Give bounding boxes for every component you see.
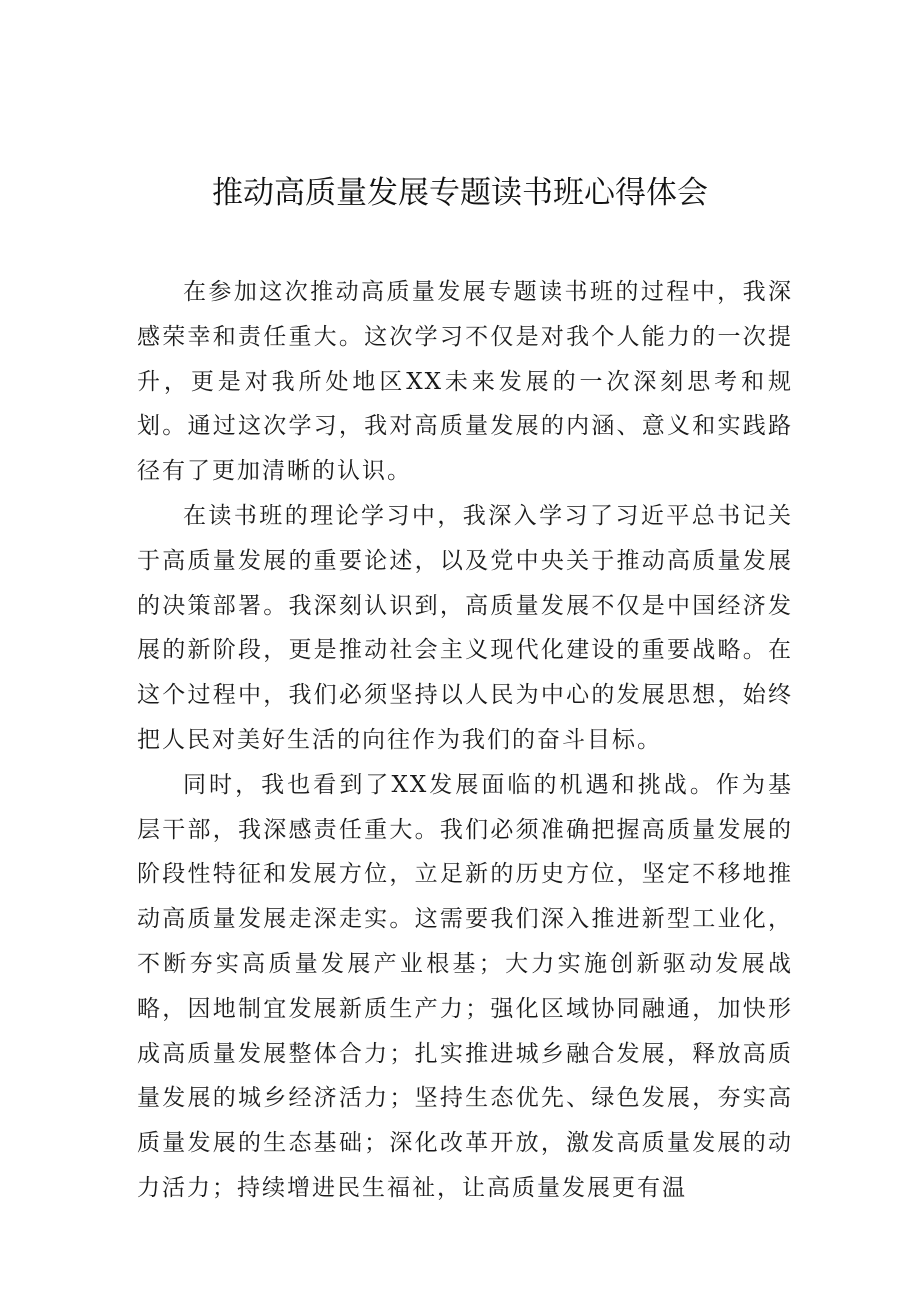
paragraph: 在参加这次推动高质量发展专题读书班的过程中，我深感荣幸和责任重大。这次学习不仅是对我个人能力的一次提升，更是对我所处地区XX未来发展的一次深刻思考和规划。通过这次学习，我对高质量发展的内涵、意义和实践路径有了更加清晰的认识。 (137, 279, 793, 485)
document-title: 推动高质量发展专题读书班心得体会 (212, 175, 708, 211)
paragraph: 在读书班的理论学习中，我深入学习了习近平总书记关于高质量发展的重要论述，以及党中央关于推动高质量发展的决策部署。我深刻认识到，高质量发展不仅是中国经济发展的新阶段，更是推动社会主义现代化建设的重要战略。在这个过程中，我们必须坚持以人民为中心的发展思想，始终把人民对美好生活的向往作为我们的奋斗目标。 (137, 502, 793, 753)
document-body (137, 270, 793, 1211)
paragraph: 同时，我也看到了XX发展面临的机遇和挑战。作为基层干部，我深感责任重大。我们必须准确把握高质量发展的阶段性特征和发展方位，立足新的历史方位，坚定不移地推动高质量发展走深走实。这需要我们深入推进新型工业化，不断夯实高质量发展产业根基；大力实施创新驱动发展战略，因地制宜发展新质生产力；强化区域协同融通，加快形成高质量发展整体合力；扎实推进城乡融合发展，释放高质量发展的城乡经济活力；坚持生态优先、绿色发展，夯实高质量发展的生态基础；深化改革开放，激发高质量发展的动力活力；持续增进民生福祉，让高质量发展更有温 (137, 771, 793, 1201)
